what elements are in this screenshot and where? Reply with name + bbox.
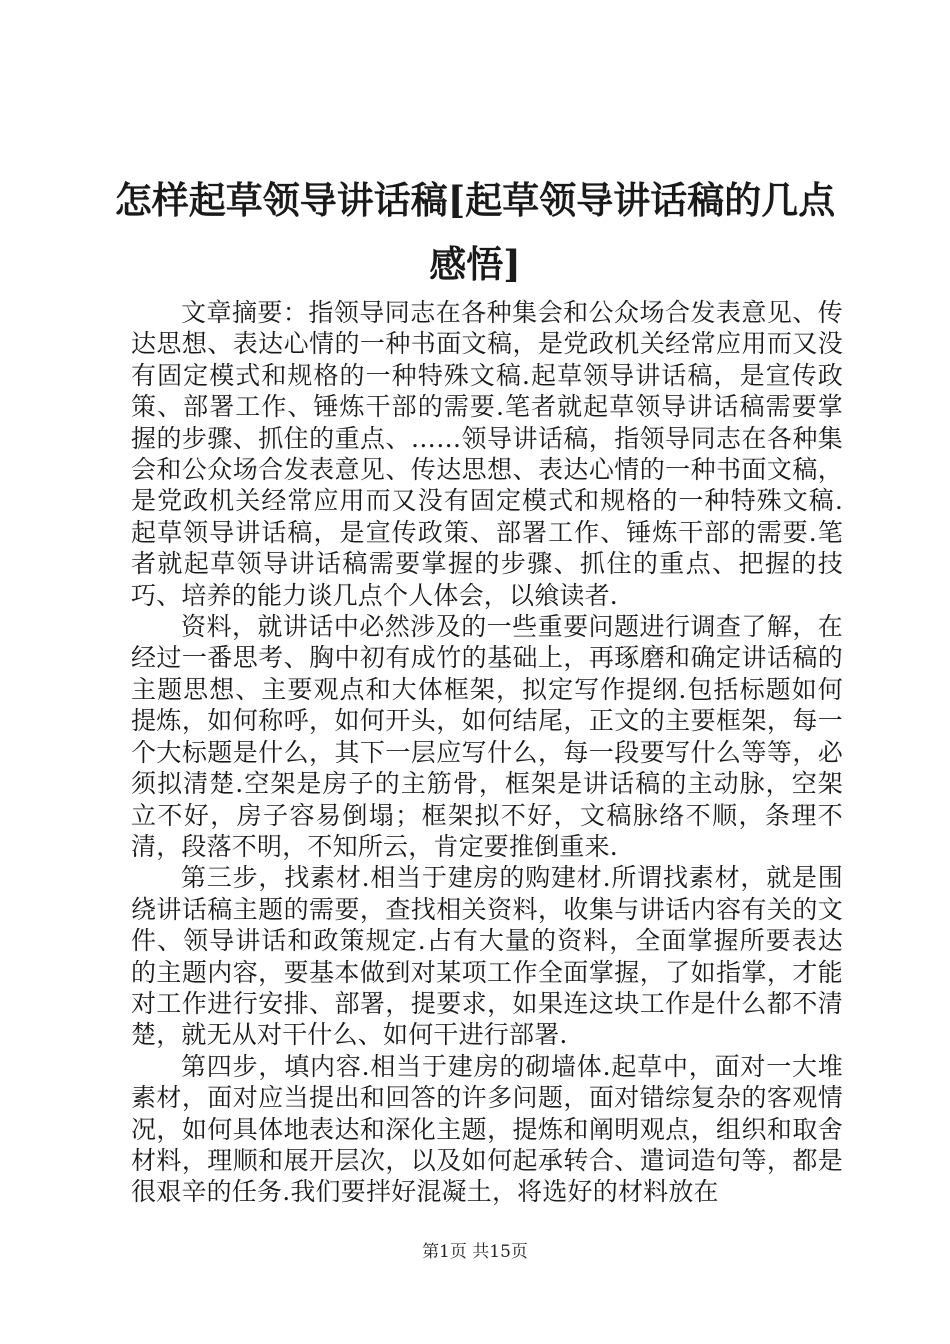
document-body <box>131 297 843 1207</box>
paragraph-step-four: 第四步，填内容.相当于建房的砌墙体.起草中，面对一大堆素材，面对应当提出和回答的许多问题，面对错综复杂的客观情况，如何具体地表达和深化主题，提炼和阐明观点，组织和取舍材料，理顺和展开层次，以及如何起承转合、遣词造句等，都是很艰辛的任务.我们要拌好混凝土，将选好的材料放在 <box>131 1051 843 1207</box>
document-title: 怎样起草领导讲话稿[起草领导讲话稿的几点感悟] <box>114 178 836 286</box>
page-number-footer: 第1页 共15页 <box>422 1242 528 1262</box>
paragraph-abstract: 文章摘要：指领导同志在各种集会和公众场合发表意见、传达思想、表达心情的一种书面文稿，是党政机关经常应用而又没有固定模式和规格的一种特殊文稿.起草领导讲话稿，是宣传政策、部署工作、锤炼干部的需要.笔者就起草领导讲话稿需要掌握的步骤、抓住的重点、……领导讲话稿，指领导同志在各种集会和公众场合发表意见、传达思想、表达心情的一种书面文稿，是党政机关经常应用而又没有固定模式和规格的一种特殊文稿.起草领导讲话稿，是宣传政策、部署工作、锤炼干部的需要.笔者就起草领导讲话稿需要掌握的步骤、抓住的重点、把握的技巧、培养的能力谈几点个人体会，以飨读者. <box>131 298 843 610</box>
paragraph-step-three: 第三步，找素材.相当于建房的购建材.所谓找素材，就是围绕讲话稿主题的需要，查找相关资料，收集与讲话内容有关的文件、领导讲话和政策规定.占有大量的资料，全面掌握所要表达的主题内容，要基本做到对某项工作全面掌握，了如指掌，才能对工作进行安排、部署，提要求，如果连这块工作是什么都不清楚，就无从对干什么、如何干进行部署. <box>131 863 843 1050</box>
paragraph-materials: 资料，就讲话中必然涉及的一些重要问题进行调查了解，在经过一番思考、胸中初有成竹的基础上，再琢磨和确定讲话稿的主题思想、主要观点和大体框架，拟定写作提纲.包括标题如何提炼，如何称呼，如何开头，如何结尾，正文的主要框架，每一个大标题是什么，其下一层应写什么，每一段要写什么等等，必须拟清楚.空架是房子的主筋骨，框架是讲话稿的主动脉，空架立不好，房子容易倒塌；框架拟不好，文稿脉络不顺，条理不清，段落不明，不知所云，肯定要推倒重来. <box>131 612 843 861</box>
